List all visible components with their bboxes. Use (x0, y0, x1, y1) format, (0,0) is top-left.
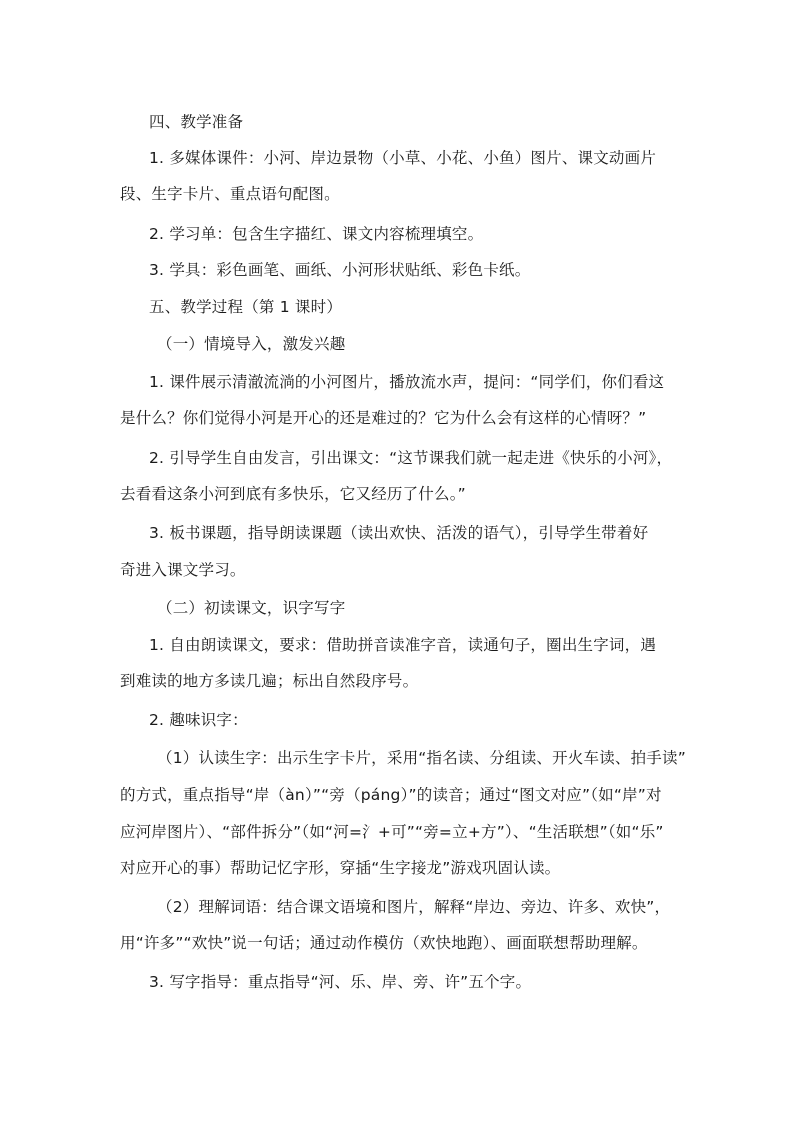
subsection-heading-intro: （一）情境导入，激发兴趣 (157, 335, 346, 353)
paragraph-line: 2. 学习单：包含生字描红、课文内容梳理填空。 (149, 225, 484, 243)
paragraph-line: 去看看这条小河到底有多快乐，它又经历了什么。” (120, 485, 466, 503)
section-heading-preparation: 四、教学准备 (149, 113, 244, 131)
paragraph-line: （2）理解词语：结合课文语境和图片，解释“岸边、旁边、许多、欢快”， (157, 898, 671, 916)
paragraph-line: 用“许多”“欢快”说一句话；通过动作模仿（欢快地跑）、画面联想帮助理解。 (120, 934, 648, 952)
paragraph-line: 3. 写字指导：重点指导“河、乐、岸、旁、许”五个字。 (149, 973, 532, 991)
paragraph-line: 1. 多媒体课件：小河、岸边景物（小草、小花、小鱼）图片、课文动画片 (149, 149, 657, 167)
paragraph-line: 3. 学具：彩色画笔、画纸、小河形状贴纸、彩色卡纸。 (149, 261, 531, 279)
paragraph-line: 应河岸图片）、“部件拆分”（如“河=氵+可”“旁=立+方”）、“生活联想”（如“乐” (120, 823, 664, 841)
paragraph-line: 是什么？你们觉得小河是开心的还是难过的？它为什么会有这样的心情呀？” (120, 409, 647, 427)
paragraph-line: 2. 趣味识字： (149, 711, 248, 729)
paragraph-line: 对应开心的事）帮助记忆字形，穿插“生字接龙”游戏巩固认读。 (120, 859, 561, 877)
paragraph-line: （1）认读生字：出示生字卡片，采用“指名读、分组读、开火车读、拍手读” (157, 749, 686, 767)
section-heading-process: 五、教学过程（第 1 课时） (149, 298, 343, 316)
paragraph-line: 2. 引导学生自由发言，引出课文：“这节课我们就一起走进《快乐的小河》， (149, 449, 673, 467)
paragraph-line: 奇进入课文学习。 (120, 561, 246, 579)
subsection-heading-reading: （二）初读课文，识字写字 (157, 599, 346, 617)
paragraph-line: 3. 板书课题，指导朗读课题（读出欢快、活泼的语气），引导学生带着好 (149, 524, 649, 542)
paragraph-line: 段、生字卡片、重点语句配图。 (120, 185, 340, 203)
paragraph-line: 的方式，重点指导“岸（àn）”“旁（páng）”的读音；通过“图文对应”（如“岸”对 (120, 786, 662, 804)
paragraph-line: 到难读的地方多读几遍；标出自然段序号。 (120, 672, 419, 690)
paragraph-line: 1. 自由朗读课文，要求：借助拼音读准字音，读通句子，圈出生字词，遇 (149, 636, 657, 654)
paragraph-line: 1. 课件展示清澈流淌的小河图片，播放流水声，提问：“同学们，你们看这 (149, 373, 665, 391)
